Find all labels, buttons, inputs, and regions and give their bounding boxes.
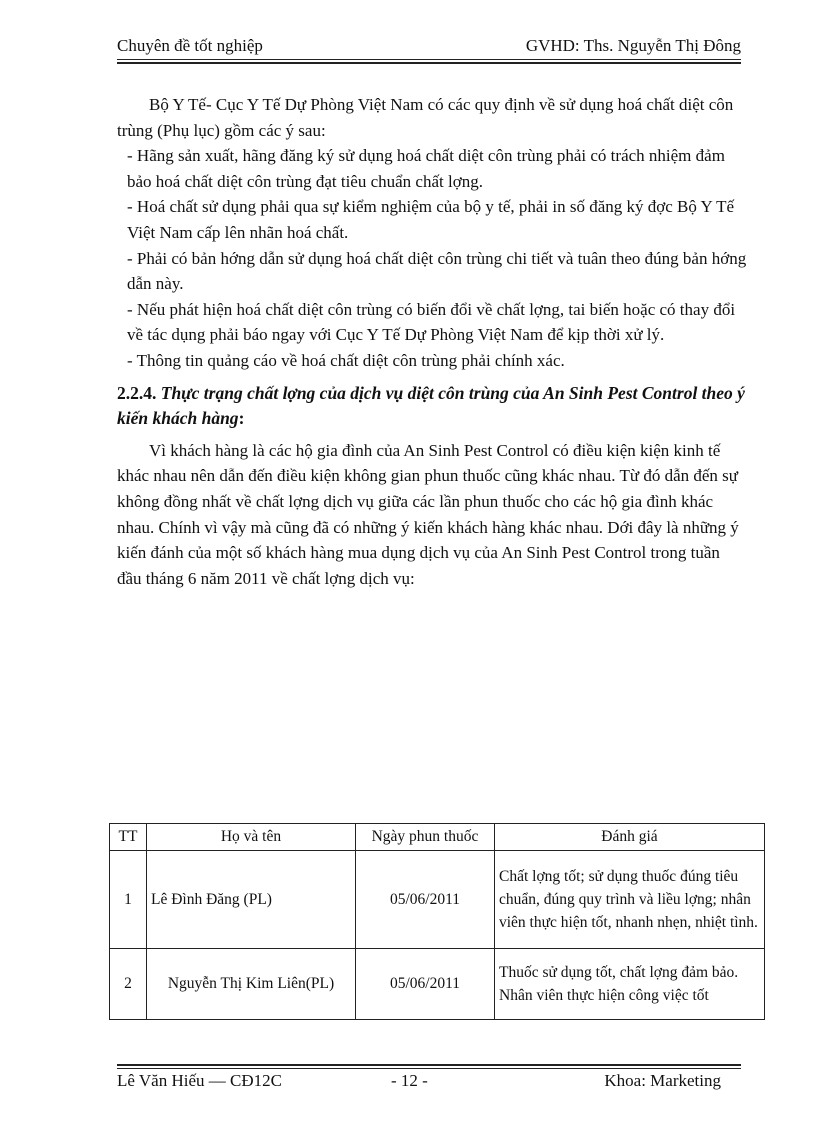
cell-tt: 2 (110, 949, 147, 1020)
page-number: - 12 - (391, 1071, 428, 1090)
col-header-tt: TT (110, 824, 147, 851)
bullet-item: - Nếu phát hiện hoá chất diệt côn trùng có biến đổi về chất lợng, tai biến hoặc có thay đổi về tác dụng phải báo ngay với Cục Y Tế Dự Phòng Việt Nam để kịp thời xử lý. (127, 299, 736, 345)
col-header-name: Họ và tên (147, 824, 356, 851)
footer-right: Khoa: Marketing (604, 1071, 721, 1090)
heading-number: 2.2.4. (117, 382, 157, 403)
footer-rule-bottom (117, 1068, 741, 1069)
cell-eval: Chất lợng tốt; sử dụng thuốc đúng tiêu chuẩn, đúng quy trình và liều lợng; nhân viên thực hiện tốt, nhanh nhẹn, nhiệt tình. (495, 851, 765, 949)
header-rule-bottom (117, 62, 741, 64)
cell-name: Lê Đình Đăng (PL) (147, 851, 356, 949)
feedback-table (109, 823, 765, 1020)
document-body (117, 92, 747, 591)
col-header-date: Ngày phun thuốc (356, 824, 495, 851)
header-left: Chuyên đề tốt nghiệp (117, 36, 263, 55)
cell-date: 05/06/2011 (356, 851, 495, 949)
bullet-item: - Phải có bản hớng dẫn sử dụng hoá chất diệt côn trùng chi tiết và tuân theo đúng bản hớng dẫn này. (127, 248, 747, 294)
heading-colon: : (238, 408, 245, 429)
col-header-eval: Đánh giá (495, 824, 765, 851)
body-paragraph: Vì khách hàng là các hộ gia đình của An Sinh Pest Control có điều kiện kiện kinh tế khác nhau nên dẫn đến điều kiện không gian phun thuốc cũng khác nhau. Từ đó dẫn đến sự không đồng nhất về chất lợng dịch vụ giữa các lần phun thuốc cho các hộ gia đình khác nhau. Chính vì vậy mà cũng đã có những ý kiến khách hàng khác nhau. Dới đây là những ý kiến đánh của một số khách hàng mua dụng dịch vụ của An Sinh Pest Control trong tuần đầu tháng 6 năm 2011 về chất lợng dịch vụ: (117, 440, 739, 588)
heading-text: Thực trạng chất lợng của dịch vụ diệt côn trùng của An Sinh Pest Control theo ý kiến khách hàng (117, 382, 745, 429)
footer-left: Lê Văn Hiếu — CĐ12C (117, 1071, 282, 1090)
bullet-item: - Thông tin quảng cáo về hoá chất diệt côn trùng phải chính xác. (127, 350, 565, 370)
table-header-row (110, 824, 765, 851)
table-row (110, 949, 765, 1020)
header-right: GVHD: Ths. Nguyễn Thị Đông (525, 36, 741, 55)
table-row (110, 851, 765, 949)
cell-tt: 1 (110, 851, 147, 949)
bullet-item: - Hoá chất sử dụng phải qua sự kiểm nghiệm của bộ y tế, phải in số đăng ký đợc Bộ Y Tế Việt Nam cấp lên nhãn hoá chất. (127, 197, 735, 242)
footer-rule-top (117, 1064, 741, 1066)
header-rule-top (117, 59, 741, 60)
cell-eval: Thuốc sử dụng tốt, chất lợng đảm bảo. Nhân viên thực hiện công việc tốt (495, 949, 765, 1020)
bullet-item: - Hãng sản xuất, hãng đăng ký sử dụng hoá chất diệt côn trùng phải có trách nhiệm đảm bảo hoá chất diệt côn trùng đạt tiêu chuẩn chất lợng. (127, 146, 725, 191)
intro-paragraph: Bộ Y Tế- Cục Y Tế Dự Phòng Việt Nam có các quy định về sử dụng hoá chất diệt côn trùng (Phụ lục) gồm các ý sau: (117, 95, 734, 140)
page-header (117, 36, 741, 60)
section-heading (117, 381, 747, 432)
cell-name: Nguyễn Thị Kim Liên(PL) (147, 949, 356, 1020)
cell-date: 05/06/2011 (356, 949, 495, 1020)
